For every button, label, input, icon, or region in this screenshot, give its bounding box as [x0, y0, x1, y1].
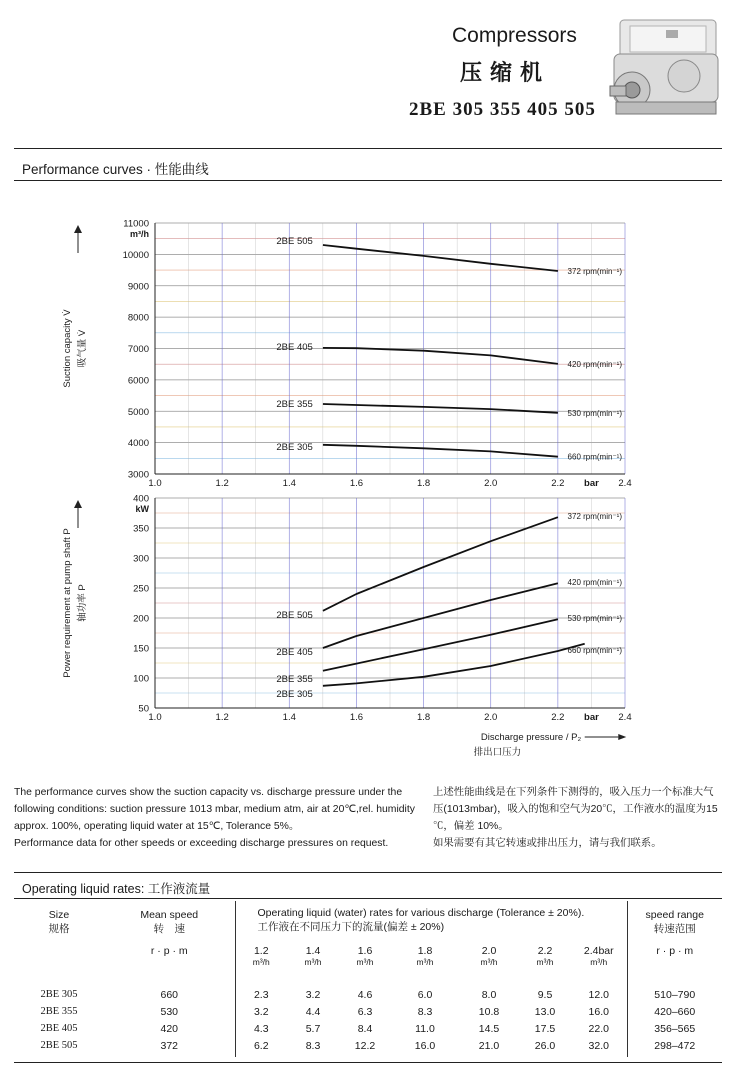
range-unit: r · p · m: [627, 945, 722, 983]
series-label: 2BE 355: [276, 673, 313, 685]
x-tick-label: 1.8: [416, 712, 431, 723]
y-tick-label: 3000: [127, 469, 149, 481]
x-tick-label: 1.0: [148, 712, 162, 723]
series-label: 2BE 405: [276, 341, 313, 353]
y-arrow-head-icon: [74, 225, 82, 233]
header-rule: [14, 148, 722, 149]
speed-label: 660 rpm(min⁻¹): [567, 452, 622, 462]
rates-header: Operating liquid (water) rates for various discharge (Tolerance ± 20%). 工作液在不同压力下的流量(偏差 ± 20%): [235, 901, 627, 945]
section-title: Performance curves · 性能曲线: [22, 162, 209, 177]
x-tick-label: 1.8: [416, 478, 431, 489]
y-tick-label: 7000: [127, 344, 149, 355]
y-axis-label: Power requirement at pump shaft P: [62, 528, 73, 678]
x-tick-label: 2.0: [484, 712, 498, 723]
x-tick-label: 2.2: [551, 478, 565, 489]
pressure-col: 2.4bar m³/h: [583, 945, 614, 967]
y-tick-label: 5000: [127, 406, 149, 418]
series-label: 2BE 505: [276, 609, 313, 621]
notes-cn-2: 如果需要有其它转速或排出压力，请与我们联系。: [433, 838, 662, 849]
y-tick-label: 8000: [127, 312, 149, 324]
y-tick-label: 400: [133, 493, 149, 505]
x-tick-label: 1.0: [148, 478, 162, 489]
pressure-col: 1.6 m³/h: [356, 945, 374, 967]
model-list: 2BE 305 355 405 505: [409, 99, 596, 120]
x-tick-label: 1.6: [349, 478, 364, 489]
performance-charts: [0, 195, 734, 765]
y-axis-label-cn: 吸气量 V̇: [77, 329, 88, 368]
compressor-image: [606, 14, 724, 126]
x-tick-label: 1.4: [282, 478, 296, 489]
speed-label: 372 rpm(min⁻¹): [567, 512, 622, 522]
y-tick-label: 250: [133, 583, 149, 595]
suction-capacity-chart: [62, 219, 632, 490]
notes-en: The performance curves show the suction capacity vs. discharge pressure under the following conditions: suction pressure 1013 mbar, medium atm, air at 20℃,rel. humidity approx. 100%, operating liquid water at 15℃, Tolerance 5%。: [14, 787, 415, 832]
series-label: 2BE 405: [276, 647, 313, 658]
x-tick-label: 1.6: [349, 712, 364, 723]
y-unit-label: m³/h: [130, 229, 149, 239]
x-tick-label: 2.4: [618, 478, 632, 489]
x-tick-label: 2.2: [551, 712, 565, 723]
series-line: [323, 517, 558, 611]
table-row: 2BE 305 660 2.3 3.2 4.6 6.0 8.0 9.5 12.0 510–790: [14, 989, 722, 1006]
y-unit-label: kW: [135, 504, 149, 514]
operating-title: Operating liquid rates: 工作液流量: [22, 882, 211, 896]
table-row: 2BE 355 530 3.2 4.4 6.3 8.3 10.8 13.0 16.0 420–660: [14, 1006, 722, 1023]
x-unit-label: bar: [584, 478, 599, 489]
pressure-col: 1.2 m³/h: [235, 945, 287, 983]
range-header: speed range 转速范围: [627, 901, 722, 945]
y-tick-label: 10000: [122, 249, 149, 261]
x-tick-label: 1.2: [215, 712, 229, 723]
x-tick-label: 1.4: [282, 712, 296, 723]
power-requirement-chart: [62, 494, 632, 759]
series-line: [323, 445, 558, 457]
table-top-rule: [14, 872, 722, 873]
x-unit-label: bar: [584, 712, 599, 723]
y-tick-label: 4000: [127, 438, 149, 450]
x-tick-label: 2.4: [618, 712, 632, 723]
table-row: 2BE 405 420 4.3 5.7 8.4 11.0 14.5 17.5 22.0 356–565: [14, 1023, 722, 1040]
title-cn: 压缩机: [460, 61, 551, 86]
x-axis-label: Discharge pressure / P₂: [480, 732, 582, 743]
y-axis-label-cn: 轴功率 P: [77, 584, 88, 622]
y-tick-label: 6000: [127, 375, 149, 387]
section-rule: [14, 180, 722, 181]
y-tick-label: 300: [133, 553, 149, 565]
series-label: 2BE 305: [276, 441, 313, 453]
speed-label: 530 rpm(min⁻¹): [567, 408, 622, 418]
series-line: [323, 644, 585, 686]
pressure-col: 1.4 m³/h: [304, 945, 322, 967]
speed-unit: r · p · m: [150, 945, 188, 957]
speed-label: 660 rpm(min⁻¹): [567, 646, 622, 655]
speed-label: 420 rpm(min⁻¹): [567, 578, 622, 588]
y-arrow-head-icon: [74, 500, 82, 508]
series-label: 2BE 355: [276, 399, 313, 411]
y-tick-label: 9000: [127, 281, 149, 293]
y-tick-label: 200: [133, 613, 149, 625]
y-tick-label: 350: [133, 523, 149, 535]
series-label: 2BE 305: [276, 688, 313, 700]
series-line: [323, 348, 558, 364]
speed-header: Mean speed 转 速: [140, 909, 199, 935]
x-tick-label: 2.0: [484, 478, 498, 489]
y-tick-label: 11000: [123, 218, 149, 230]
series-line: [323, 245, 558, 271]
notes-en-2: Performance data for other speeds or exceeding discharge pressures on request.: [14, 838, 389, 849]
speed-label: 530 rpm(min⁻¹): [567, 614, 622, 624]
operating-liquid-table: [14, 901, 722, 1057]
speed-label: 420 rpm(min⁻¹): [567, 359, 622, 369]
y-tick-label: 150: [133, 643, 149, 655]
table-row: 2BE 505 372 6.2 8.3 12.2 16.0 21.0 26.0 32.0 298–472: [14, 1040, 722, 1057]
y-tick-label: 100: [133, 673, 149, 685]
pressure-col: 2.2 m³/h: [536, 945, 554, 967]
y-tick-label: 50: [138, 703, 149, 715]
pressure-col: 1.8 m³/h: [416, 945, 434, 967]
x-axis-label-cn: 排出口压力: [473, 747, 522, 758]
title-en: Compressors: [452, 24, 577, 47]
series-label: 2BE 505: [276, 235, 313, 247]
table-bottom-rule: [14, 1062, 722, 1063]
pressure-col: 2.0 m³/h: [480, 945, 498, 967]
x-arrow-head-icon: [618, 734, 626, 740]
size-header: Size 规格: [48, 909, 70, 935]
notes-cn: 上述性能曲线是在下列条件下测得的，吸入压力一个标准大气压(1013mbar)，吸入的饱和空气为20℃，工作液水的温度为15 ℃，偏差 10%。: [433, 787, 718, 832]
y-axis-label: Suction capacity V̇: [62, 309, 73, 388]
speed-label: 372 rpm(min⁻¹): [567, 267, 622, 277]
x-tick-label: 1.2: [215, 478, 229, 489]
table-header-rule: [14, 898, 722, 899]
